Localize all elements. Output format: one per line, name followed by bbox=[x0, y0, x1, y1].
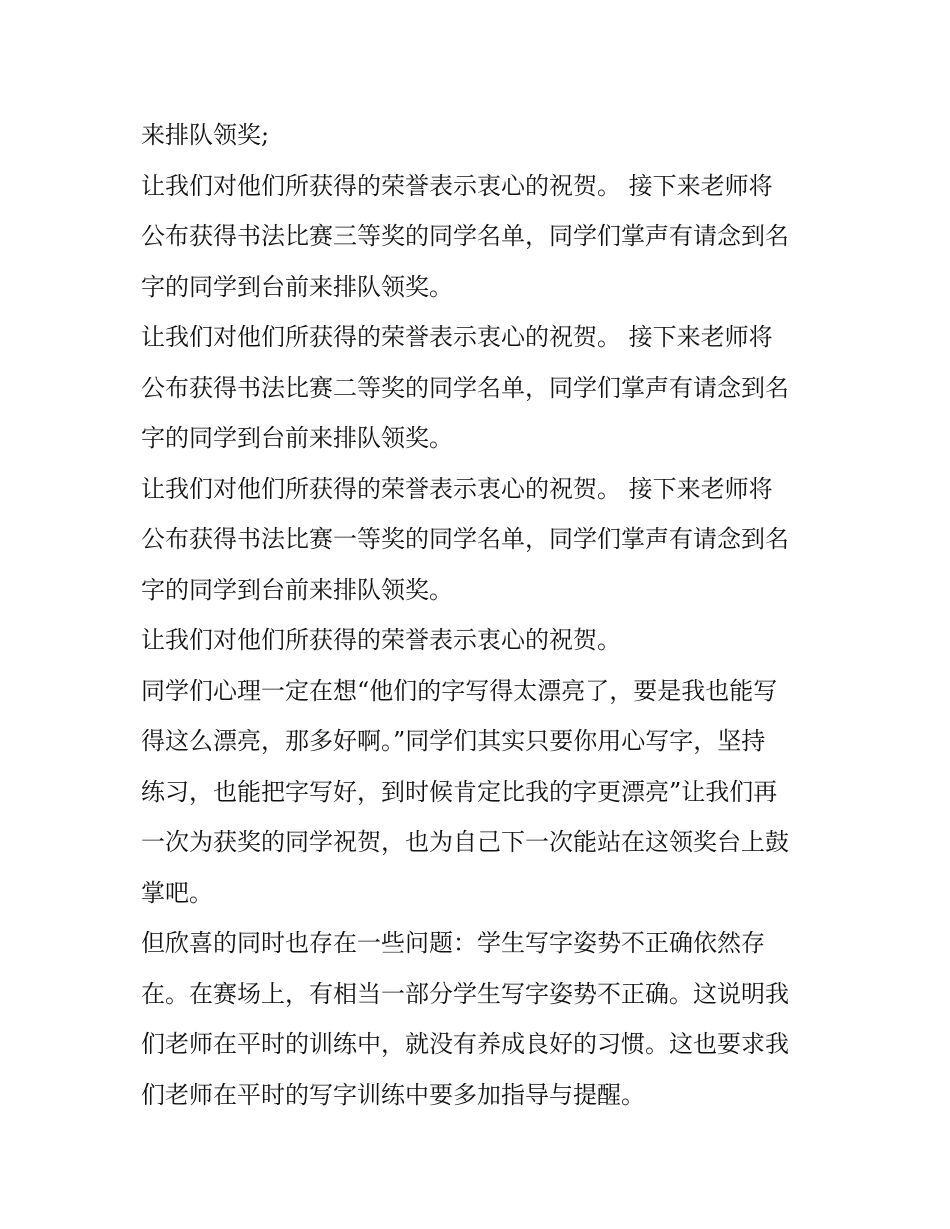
text-line: 在。在赛场上，有相当一部分学生写字姿势不正确。这说明我 bbox=[141, 979, 789, 1008]
text-line: 字的同学到台前来排队领奖。 bbox=[141, 272, 453, 301]
text-line: 让我们对他们所获得的荣誉表示衷心的祝贺。 接下来老师将 bbox=[141, 474, 773, 503]
text-line: 字的同学到台前来排队领奖。 bbox=[141, 424, 453, 452]
document-body bbox=[141, 110, 821, 1120]
text-line: 们老师在平时的写字训练中要多加指导与提醒。 bbox=[141, 1080, 645, 1109]
text-line: 们老师在平时的训练中，就没有养成良好的习惯。这也要求我 bbox=[141, 1030, 789, 1058]
text-line: 掌吧。 bbox=[141, 878, 213, 907]
text-line: 让我们对他们所获得的荣誉表示衷心的祝贺。 bbox=[141, 626, 621, 654]
text-line: 让我们对他们所获得的荣誉表示衷心的祝贺。 接下来老师将 bbox=[141, 171, 773, 200]
text-line: 公布获得书法比赛一等奖的同学名单，同学们掌声有请念到名 bbox=[141, 525, 789, 553]
text-line: 字的同学到台前来排队领奖。 bbox=[141, 575, 453, 604]
text-line: 练习，也能把字写好，到时候肯定比我的字更漂亮”让我们再 bbox=[141, 777, 778, 806]
text-line: 公布获得书法比赛三等奖的同学名单，同学们掌声有请念到名 bbox=[141, 222, 789, 250]
text-line: 来排队领奖; bbox=[141, 121, 270, 149]
text-line: 让我们对他们所获得的荣誉表示衷心的祝贺。 接下来老师将 bbox=[141, 323, 773, 351]
text-line: 一次为获奖的同学祝贺，也为自己下一次能站在这领奖台上鼓 bbox=[141, 828, 789, 856]
text-line: 得这么漂亮，那多好啊。”同学们其实只要你用心写字，坚持 bbox=[141, 727, 766, 755]
text-line: 公布获得书法比赛二等奖的同学名单，同学们掌声有请念到名 bbox=[141, 373, 789, 402]
text-line: 同学们心理一定在想“他们的字写得太漂亮了，要是我也能写 bbox=[141, 676, 778, 705]
text-line: 但欣喜的同时也存在一些问题：学生写字姿势不正确依然存 bbox=[141, 929, 765, 957]
